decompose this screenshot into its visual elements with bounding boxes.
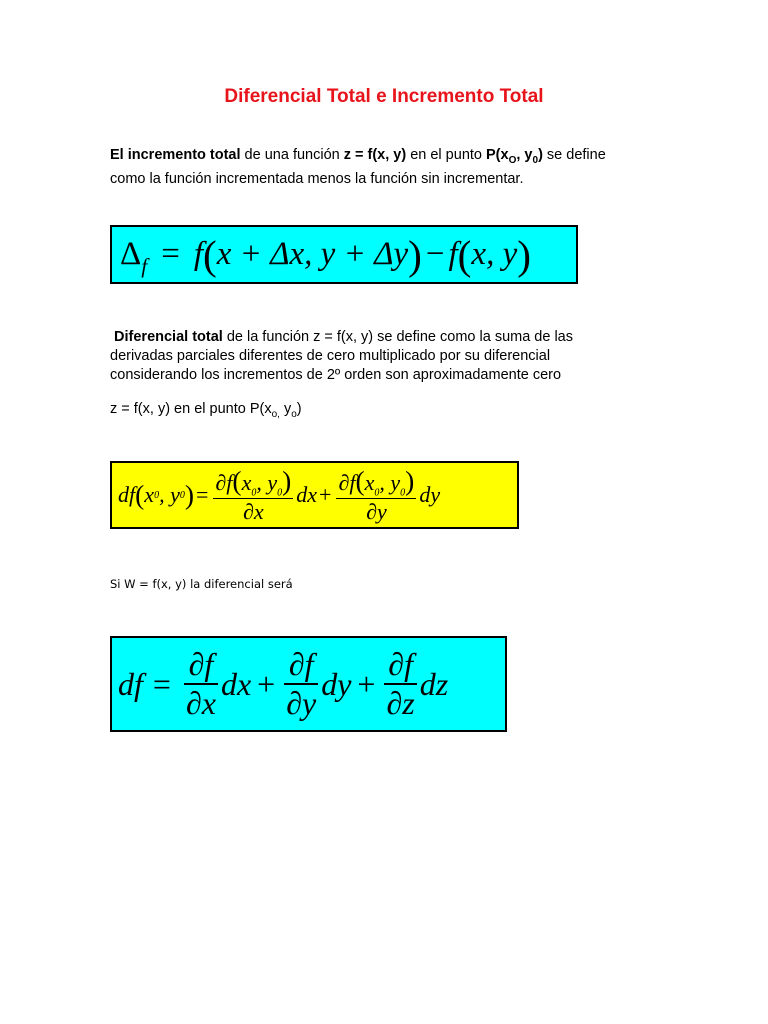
- partial-x: ∂x: [243, 499, 264, 525]
- partial-y: ∂y: [366, 499, 387, 525]
- text-segment: en el punto: [406, 147, 487, 163]
- f-args-incremented: x + Δx, y + Δy: [216, 236, 409, 272]
- delta-symbol: Δ: [120, 236, 142, 272]
- term-incremento-total: El incremento total: [110, 147, 241, 163]
- formula-total-differential-box: [110, 636, 507, 732]
- point-sub: 0: [532, 154, 539, 166]
- plus-sign: +: [319, 482, 332, 507]
- f-symbol: f: [448, 236, 458, 272]
- f-args: x, y: [471, 236, 518, 272]
- dz-term: dz: [419, 665, 449, 702]
- plus-sign: +: [257, 665, 276, 702]
- text-segment: de una función: [240, 147, 344, 163]
- total-differential-definition: [110, 328, 670, 385]
- x-var: x: [144, 482, 155, 507]
- partial-y-fraction: $\frac{\partial f(x_0, y_0)}{\partial y}$: [338, 464, 415, 525]
- zero-sub: 0: [154, 489, 160, 501]
- text-segment: z = f(x, y) en el punto P(x: [110, 401, 272, 417]
- point-label: [486, 147, 543, 166]
- delta-sub: f: [141, 254, 148, 278]
- point-line: [110, 400, 670, 424]
- partial-y: ∂y: [286, 684, 317, 721]
- equals-sign: =: [196, 482, 209, 507]
- equals-sign: =: [161, 236, 180, 272]
- formula-increment-box: Δ f = f ( x + Δx, y + Δy ) − f ( x, y ): [110, 225, 578, 284]
- function-label: z = f(x, y): [343, 147, 407, 163]
- formula-point-differential-box: df ( x 0 , y 0 ) = $\frac{\partial f(x_0, y_0)}{\partial x}$ dx + $\frac{\partial f(x_0, y_0)}{\partial y}$ dy: [110, 461, 519, 529]
- df-symbol: df: [118, 482, 136, 507]
- partial-f: ∂f: [338, 469, 356, 495]
- partial-z: ∂z: [386, 684, 415, 721]
- term-diferencial-total: Diferencial total: [114, 329, 223, 345]
- point-text: , y: [516, 147, 533, 163]
- partial-f: ∂f: [188, 646, 214, 683]
- y-var: , y: [159, 482, 180, 507]
- partial-y-fraction: [284, 646, 318, 722]
- dx-term: dx: [220, 665, 252, 702]
- dy-term: dy: [419, 482, 441, 507]
- increment-definition: [110, 146, 670, 189]
- point-text: P(x: [486, 147, 509, 163]
- page-title: Diferencial Total e Incremento Total: [224, 86, 544, 107]
- partial-x: ∂x: [185, 684, 216, 721]
- minus-sign: −: [425, 236, 445, 272]
- df-symbol: df: [118, 665, 143, 702]
- text-segment: de la función z = f(x, y) se define como la suma de las: [222, 329, 574, 345]
- point-sub: o: [291, 408, 297, 420]
- partial-f: ∂f: [388, 646, 413, 683]
- partial-z-fraction: [384, 646, 416, 722]
- text-line: derivadas parciales diferentes de cero multiplicado por su diferencial: [110, 348, 551, 364]
- point-text: ): [538, 147, 543, 163]
- partial-f: ∂f: [288, 646, 314, 683]
- point-sub: o,: [271, 408, 280, 420]
- partial-f: ∂f: [215, 469, 233, 495]
- text-line: considerando los incrementos de 2º orden son aproximadamente cero: [110, 367, 562, 383]
- plus-sign: +: [357, 665, 376, 702]
- partial-x-fraction: $\frac{\partial f(x_0, y_0)}{\partial x}$: [215, 464, 292, 525]
- equals-sign: =: [152, 665, 171, 702]
- text-segment: se define: [542, 147, 606, 163]
- three-variable-note: Si W = f(x, y) la diferencial será: [110, 577, 293, 591]
- dy-term: dy: [321, 665, 352, 702]
- f-symbol: f: [193, 236, 203, 272]
- dx-term: dx: [296, 482, 318, 507]
- zero-sub: 0: [179, 489, 185, 501]
- partial-x-fraction: [184, 646, 218, 722]
- point-sub: O: [508, 154, 517, 166]
- text-segment: y: [279, 401, 292, 417]
- text-segment: ): [296, 401, 302, 417]
- text-line: como la función incrementada menos la función sin incrementar.: [110, 170, 524, 187]
